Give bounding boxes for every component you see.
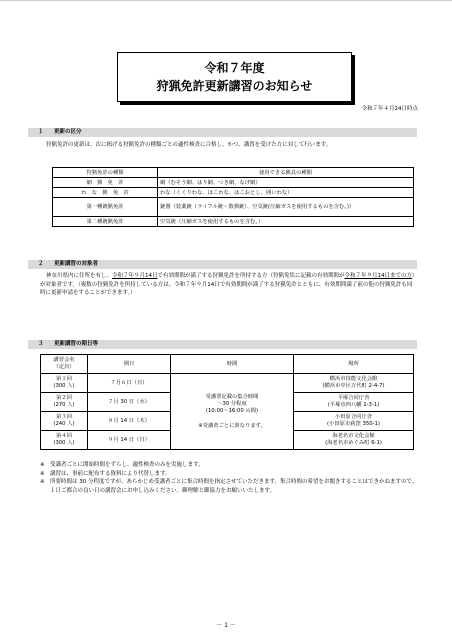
schedule-table (40, 354, 414, 450)
notes-list (40, 461, 420, 495)
header-license-type: 狩猟免許の種類 (53, 168, 158, 178)
note-item: ※ 所要時間は 30 分程度ですが、あらかじめ受講者ごとに集合時間を指定させていただきます。集合時間の希望をお聞きすることはできかねますので、１日ご都合の良い日の講習会にお申し込みください。御理解と御協力をお願いいたします。 (40, 479, 418, 494)
header-tool-type: 使用できる猟具の種類 (158, 168, 414, 178)
table-row: 網 猟 免 許 網（むそう網、はり網、つき網、なげ網） (53, 178, 414, 188)
table-header-row (53, 168, 414, 178)
table-row: わ な 猟 免 許 わな（くくりわな、はこわな、はこおとし、囲いわな） (53, 188, 414, 198)
title-year: 令和７年度 (204, 61, 265, 75)
license-types-table (52, 167, 414, 227)
section1-body: 狩猟免許の更新は、次に掲げる狩猟免許の種類ごとの適性検査に合格し、かつ、講習を受けた方に対して行います。 (46, 142, 332, 148)
table-header-row (41, 355, 414, 374)
note-item: ※ 講習は、事前に配布する資料により代替します。 (40, 470, 171, 477)
table-row: 第２回 (270 人) ７月 30 日（水） 平塚合同庁舎 (平塚市西八幡 1-3-1) (41, 393, 414, 412)
table-row: 第１回 (300 人) ７月６日（日） 受講票記載の集合時間 ～30 分程度 (10:00～16:00 の間) ※受講者ごとに異なります。 横浜市技能文化会館 (横浜市中区万代町 2-4-7) (41, 374, 414, 393)
table-row: 第４回 (300 人) ９月 14 日（日） 海老名市文化会館 (海老名市めぐみ町 6-1) (41, 431, 414, 450)
header-session: 講習会名 （定員） (41, 355, 88, 374)
header-time: 時間 (171, 355, 294, 374)
table-row: 第３回 (240 人) ８月 14 日（木） 小田原合同庁舎 (小田原市荻窪 350-1) (41, 412, 414, 431)
title-box (117, 52, 352, 102)
document-date: 令和７年４月24日時点 (361, 106, 418, 112)
section3-heading: ３ 更新講習の期日等 (28, 340, 417, 349)
title-main: 狩猟免許更新講習のお知らせ (156, 79, 313, 93)
time-cell: 受講票記載の集合時間 ～30 分程度 (10:00～16:00 の間) ※受講者ごとに異なります。 (171, 374, 294, 450)
header-place: 場所 (294, 355, 414, 374)
section2-body: 神奈川県内に住所を有し、令和７年９月14日で有効期間が満了する狩猟免許を所持する方（狩猟免状に記載の有効期間が令和７年９月14日までの方）が対象者です。（複数の狩猟免許を所持している方は、令和７年９月14日で有効期間が満了する狩猟免許とともに、有効期間満了前の他の狩猟免許も同時に更新申請をすることができます。） (40, 273, 415, 296)
page-number: － 1 － (216, 622, 236, 629)
section2-heading: ２ 更新講習の対象者 (28, 260, 417, 269)
table-row: 第二種銃猟免許 空気銃（圧縮ガスを使用するものを含む。） (53, 217, 414, 227)
table-row: 第一種銃猟免許 銃器（装薬銃（ライフル銃・散弾銃）、空気銃(圧縮ガスを使用するものを含む。)） (53, 198, 414, 217)
note-item: ※ 受講者ごとに開始時間をずらし、適性検査のみを実施します。 (40, 462, 204, 468)
top-border (0, 0, 452, 1)
header-date: 期日 (88, 355, 171, 374)
section1-heading: １ 更新の区分 (28, 128, 417, 137)
